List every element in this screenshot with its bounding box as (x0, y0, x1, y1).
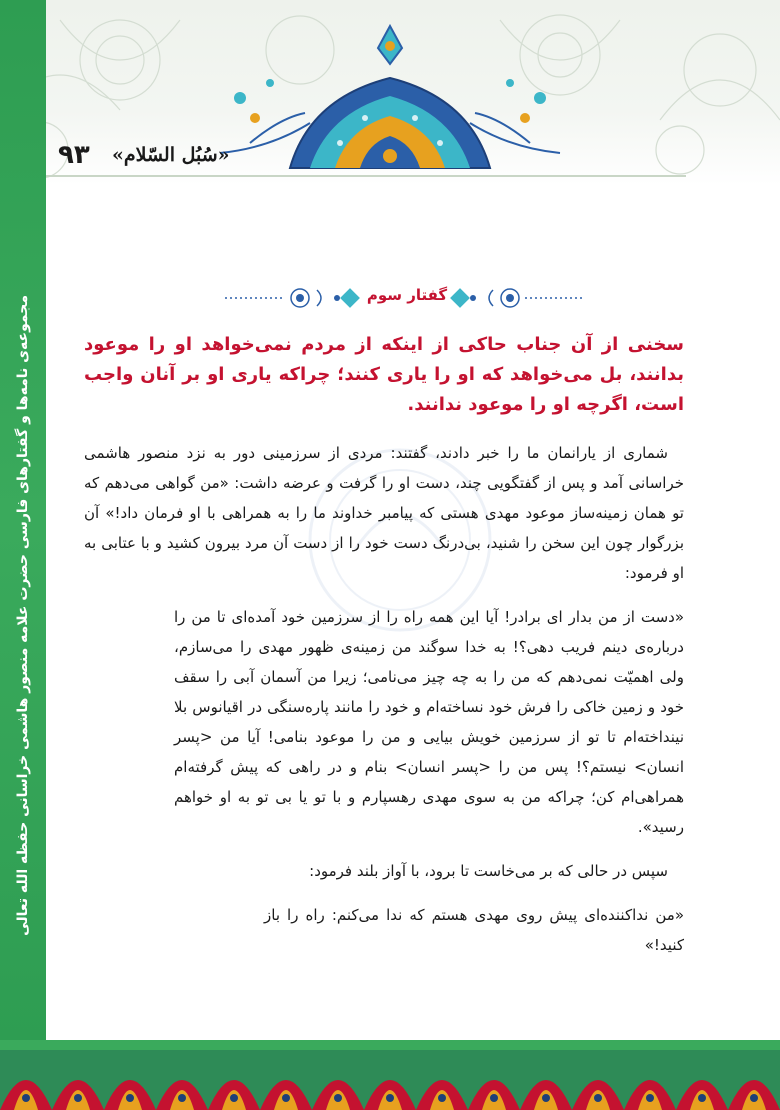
running-title: «سُبُل السّلام» (112, 144, 230, 166)
section-title: گفتار سوم (366, 286, 448, 304)
header-ornament (210, 18, 570, 178)
page-number: ۹۳ (58, 140, 90, 170)
section-heading (225, 282, 585, 314)
page-body (84, 330, 684, 960)
bottom-ornamental-border (0, 1040, 780, 1110)
spine-title-text: مجموعه‌ی نامه‌ها و گفتارهای فارسی حضرت علامه منصور هاشمی خراسانی حفظه الله تعالی (15, 294, 31, 936)
quote-1: «دست از من بدار ای برادر! آیا این همه راه را از سرزمین خود آمده‌ای تا من را درباره‌ی دینم فریب دهی؟! به خدا سوگند من زمینه‌ی ظهور مهدی را می‌سازم، ولی اهمیّت نمی‌دهم که من را به چه چیز می‌نامی؛ زیرا من آسمان آبی را سقف خود و زمین خاکی را فرش خود نساخته‌ام و خود را مانند پاره‌سنگی در اقیانوس بلا نینداخته‌ام تا تو از سرزمین خویش بیایی و من را موعود بنامی! آیا من <پسر انسان> نیستم؟! پس من را <پسر انسان> بنام و در راهی که پیش گرفته‌ام همراهی‌ام کن؛ چراکه من به سوی مهدی رهسپارم و با تو یا بی تو به او خواهم رسید». (174, 608, 684, 836)
spine-book-title (6, 255, 40, 975)
quote-2: «من نداکننده‌ای پیش روی مهدی هستم که ندا می‌کنم: راه را باز کنید!» (264, 906, 684, 954)
lead-summary: سخنی از آن جناب حاکی از اینکه از مردم نمی‌خواهد او را موعود بدانند، بل می‌خواهد که او را یاری کنند؛ چراکه یاری او بر آنان واجب است، اگرچه او را موعود ندانند. (84, 334, 684, 415)
header-divider (46, 175, 686, 177)
paragraph-1: شماری از یارانمان ما را خبر دادند، گفتند: مردی از سرزمینی دور به نزد منصور هاشمی خراسانی آمد و پس از گفتگویی چند، دست او را گرفت و عرضه داشت: «من گواهی می‌دهم که تو همان زمینه‌ساز موعود مهدی هستی که پیامبر خداوند ما را به همراهی با او فرمان داد!» آن بزرگوار چون این سخن را شنید، بی‌درنگ دست خود را از دست آن مرد بیرون کشید و با عتابی به او فرمود: (84, 444, 684, 582)
paragraph-2: سپس در حالی که بر می‌خاست تا برود، با آواز بلند فرمود: (309, 862, 668, 880)
bottom-arch-pattern (0, 1040, 780, 1110)
